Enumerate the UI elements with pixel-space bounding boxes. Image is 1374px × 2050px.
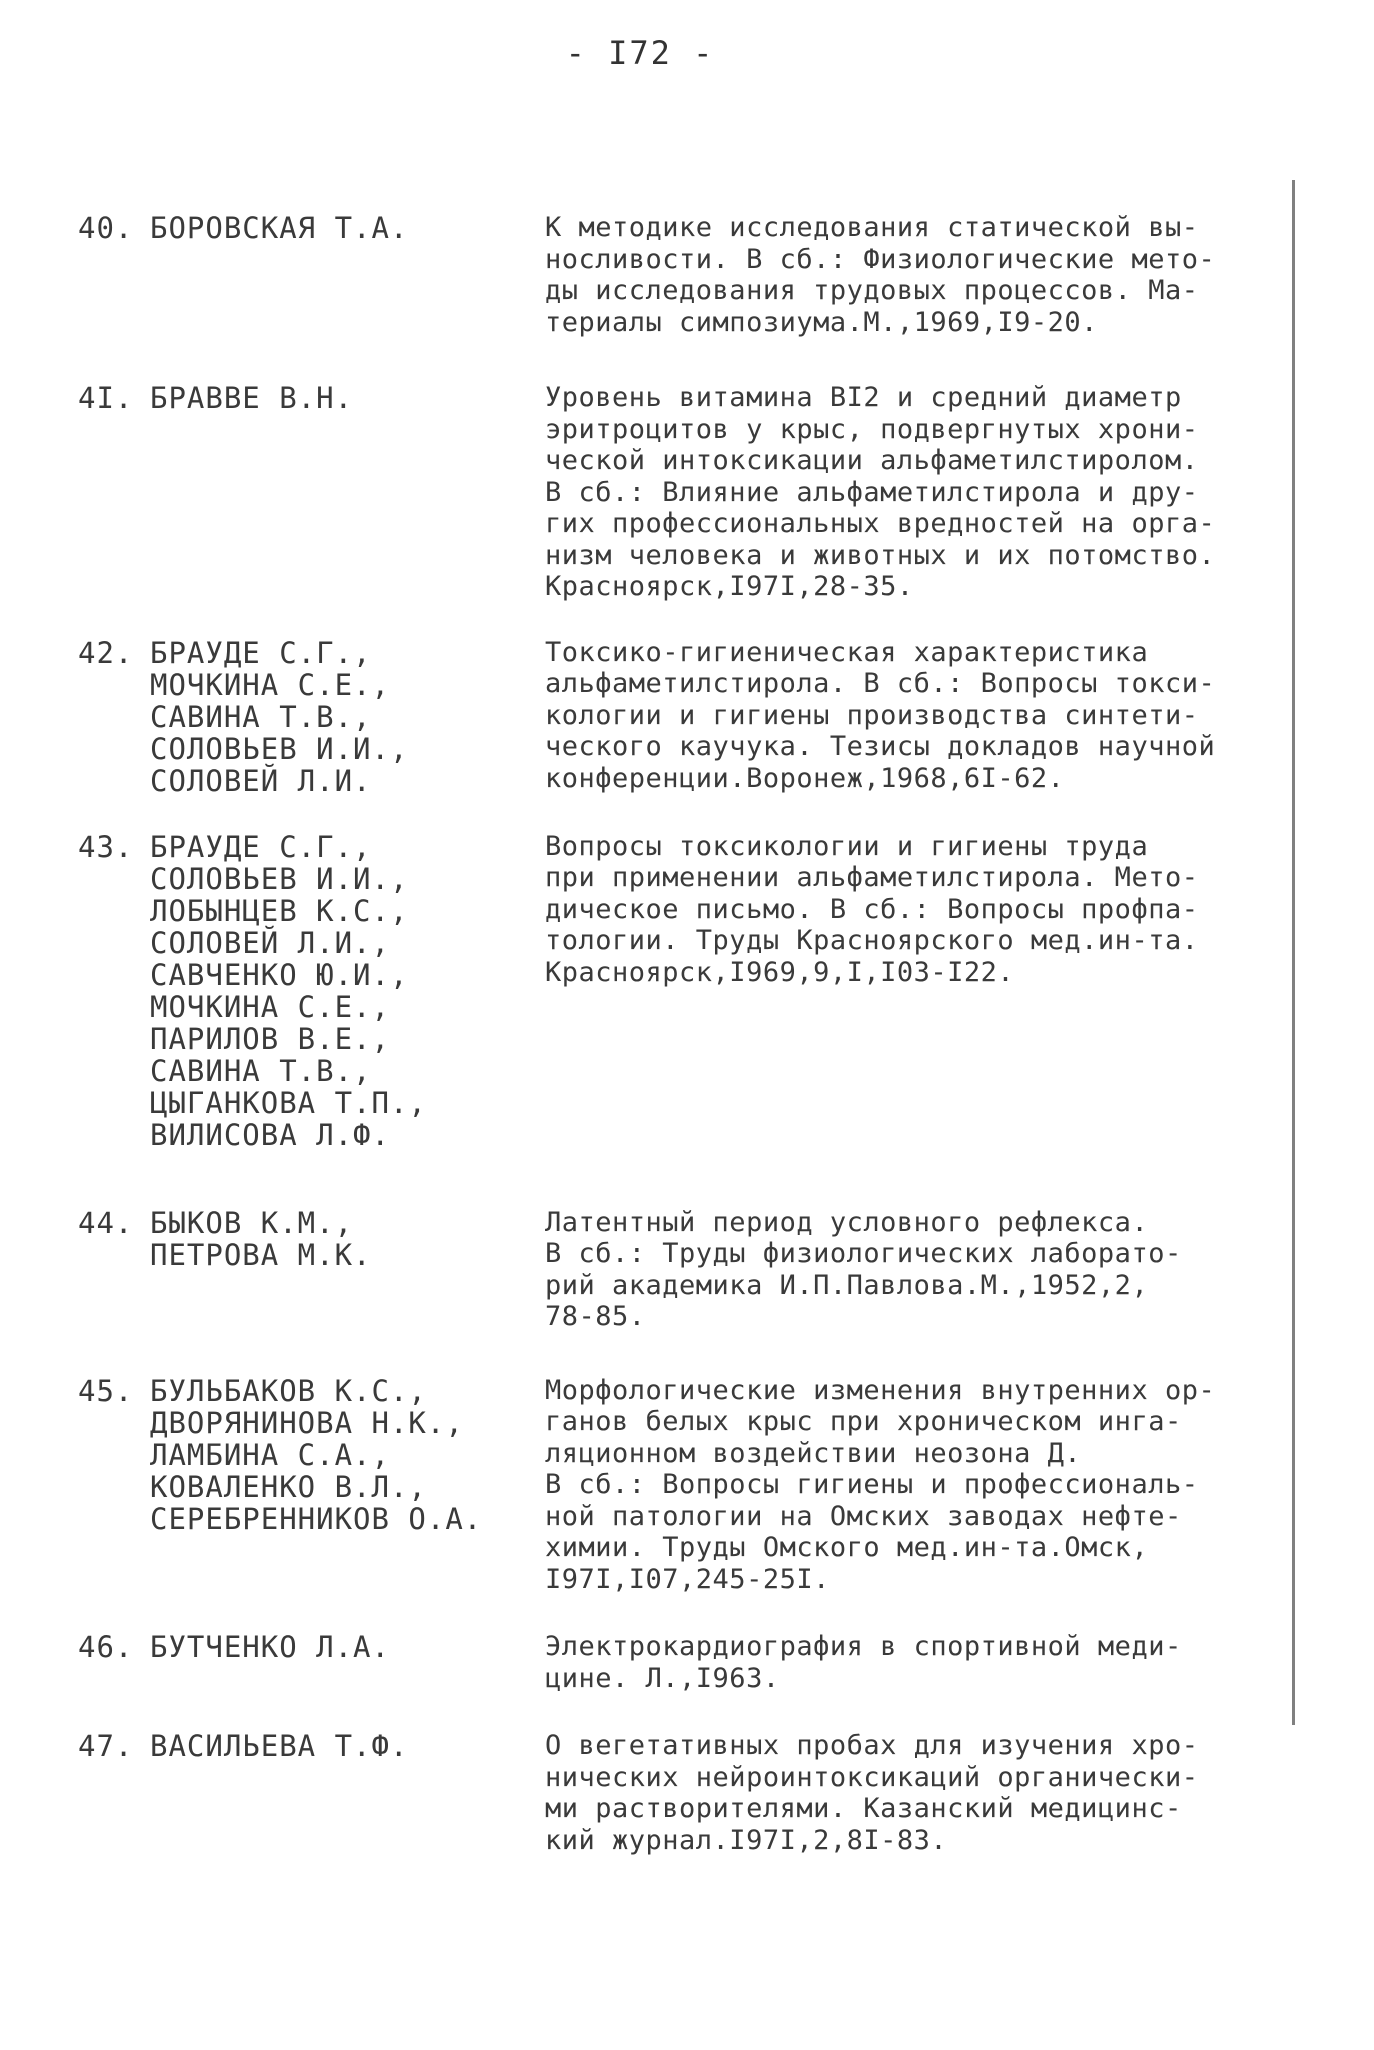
entry-number: 44. [78, 1205, 134, 1240]
author-name: ЛАМБИНА С.А., [150, 1437, 390, 1472]
author-name: БРАУДЕ С.Г., [150, 829, 372, 864]
bibliography-entry [78, 212, 1298, 338]
entry-number: 45. [78, 1373, 134, 1408]
bibliography-entry [78, 1730, 1298, 1856]
bibliography-entry [78, 1375, 1298, 1596]
author-name: ПАРИЛОВ В.Е., [150, 1021, 390, 1056]
author-name: САВЧЕНКО Ю.И., [150, 957, 409, 992]
entry-description: Электрокардиография в спортивной меди- цине. Л.,I963. [545, 1631, 1182, 1694]
entry-authors [150, 1207, 545, 1271]
author-name: БУТЧЕНКО Л.А. [150, 1630, 390, 1664]
entry-number: 46. [78, 1630, 134, 1664]
entry-description: Вопросы токсикологии и гигиены труда при применении альфаметилстирола. Мето- дическое письмо. В сб.: Вопросы профпа- тологии. Труды Красноярского мед.ин-та. Красноярск,I969,9,I,I03-I22. [545, 830, 1199, 988]
author-name: ВАСИЛЬЕВА Т.Ф. [150, 1729, 409, 1763]
author-name: ЛОБЫНЦЕВ К.С., [150, 893, 409, 928]
author-name: СОЛОВЬЕВ И.И., [150, 861, 409, 896]
bibliography-entry [78, 382, 1298, 603]
entry-number: 42. [78, 635, 134, 670]
entry-authors [150, 831, 545, 1151]
page-number: - I72 - [565, 34, 715, 72]
author-name: СОЛОВЬЕВ И.И., [150, 731, 409, 766]
entry-number: 47. [78, 1729, 134, 1763]
author-name: ВИЛИСОВА Л.Ф. [150, 1117, 390, 1152]
entry-authors [150, 382, 545, 414]
author-name: СОЛОВЕЙ Л.И. [150, 763, 372, 798]
entry-description: Латентный период условного рефлекса. В сб.: Труды физиологических лаборато- рий академика И.П.Павлова.М.,1952,2, 78-85. [545, 1206, 1182, 1332]
entry-authors [150, 1730, 545, 1762]
author-name: ПЕТРОВА М.К. [150, 1237, 372, 1272]
author-name: МОЧКИНА С.Е., [150, 989, 390, 1024]
entry-description: О вегетативных пробах для изучения хро- нических нейроинтоксикаций органически- ми растворителями. Казанский медицинс- кий журнал.I97I,2,8I-83. [545, 1730, 1199, 1856]
entry-description: Уровень витамина BI2 и средний диаметр эритроцитов у крыс, подвергнутых хрони- ческой интоксикации альфаметилстиролом. В сб.: Влияние альфаметилстирола и дру- гих профессиональных вредностей на орга- низм человека и животных и их потомство. Красноярск,I97I,28-35. [545, 382, 1216, 602]
author-name: ЦЫГАНКОВА Т.П., [150, 1085, 427, 1120]
entry-description: К методике исследования статической вы- носливости. В сб.: Физиологические мето- ды исследования трудовых процессов. Ма- териалы симпозиума.М.,1969,I9-20. [545, 212, 1216, 338]
author-name: КОВАЛЕНКО В.Л., [150, 1469, 427, 1504]
author-name: ДВОРЯНИНОВА Н.К., [150, 1405, 464, 1440]
author-name: САВИНА Т.В., [150, 699, 372, 734]
entry-description: Морфологические изменения внутренних ор- ганов белых крыс при хроническом инга- ляционном воздействии неозона Д. В сб.: Вопросы гигиены и профессиональ- ной патологии на Омских заводах нефте- химии. Труды Омского мед.ин-та.Омск, I97I,I07,245-25I. [545, 1374, 1216, 1595]
author-name: БРАУДЕ С.Г., [150, 635, 372, 670]
entry-number: 4I. [78, 381, 134, 415]
entry-number: 40. [78, 211, 134, 245]
bibliography-list [78, 176, 1298, 1856]
margin-rule [1292, 180, 1295, 1725]
author-name: БОРОВСКАЯ Т.А. [150, 211, 409, 245]
entry-authors [150, 212, 545, 244]
author-name: СОЛОВЕЙ Л.И., [150, 925, 390, 960]
bibliography-entry [78, 637, 1298, 797]
bibliography-entry [78, 1207, 1298, 1333]
bibliography-entry [78, 1631, 1298, 1694]
entry-authors [150, 1375, 545, 1535]
entry-authors [150, 637, 545, 797]
entry-authors [150, 1631, 545, 1663]
author-name: МОЧКИНА С.Е., [150, 667, 390, 702]
author-name: БУЛЬБАКОВ К.С., [150, 1373, 427, 1408]
entry-number: 43. [78, 829, 134, 864]
author-name: БРАВВЕ В.Н. [150, 381, 354, 415]
author-name: СЕРЕБРЕННИКОВ О.А. [150, 1501, 483, 1536]
bibliography-entry [78, 831, 1298, 1151]
entry-description: Токсико-гигиеническая характеристика альфаметилстирола. В сб.: Вопросы токси- кологии и гигиены производства синтети- ческого каучука. Тезисы докладов научной конференции.Воронеж,1968,6I-62. [545, 636, 1216, 794]
author-name: САВИНА Т.В., [150, 1053, 372, 1088]
author-name: БЫКОВ К.М., [150, 1205, 354, 1240]
